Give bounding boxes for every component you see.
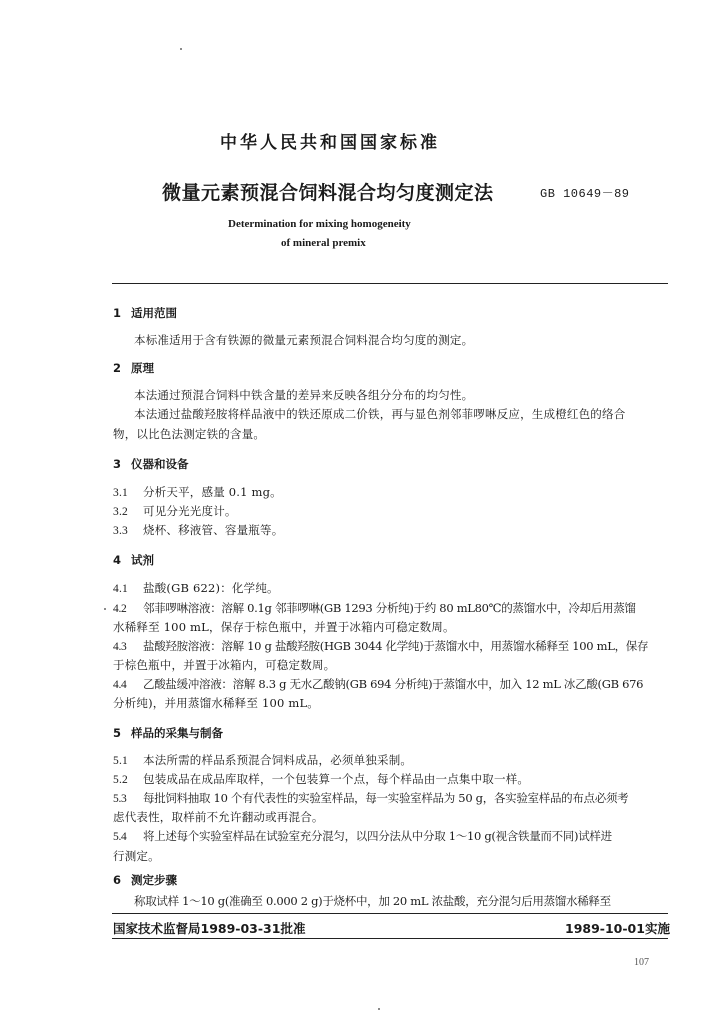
approval-date: 国家技术监督局1989-03-31批准: [113, 921, 306, 936]
clause-text: 盐酸羟胺溶液：溶解 10 g 盐酸羟胺(HGB 3044 化学纯)于蒸馏水中，用蒸馏水稀释至 100 mL，保存: [143, 639, 649, 653]
section-2-paragraph-2-cont: 物，以比色法测定铁的含量。: [113, 427, 266, 441]
section-number: 5: [113, 726, 122, 740]
clause-5-4: [113, 828, 612, 844]
clause-4-1: [113, 580, 279, 596]
footer-bottom-rule: [112, 938, 668, 939]
section-1-heading: [113, 305, 177, 321]
clause-5-3-cont: 虑代表性，取样前不允许翻动或再混合。: [113, 810, 324, 824]
clause-5-2: [113, 771, 529, 787]
header-divider: [112, 283, 668, 284]
footer-divider: [112, 913, 668, 914]
section-6-paragraph: 称取试样 1～10 g(准确至 0.000 2 g)于烧杯中，加 20 mL 浓盐酸，充分混匀后用蒸馏水稀释至: [134, 894, 611, 908]
section-title: 原理: [131, 361, 154, 375]
clause-4-2-cont: 水稀释至 100 mL，保存于棕色瓶中，并置于冰箱内可稳定数周。: [113, 620, 455, 634]
clause-number: 3.2: [113, 506, 128, 518]
clause-number: 4.1: [113, 583, 128, 595]
clause-5-1: [113, 752, 412, 768]
section-2-heading: [113, 360, 154, 376]
clause-number: 4.4: [113, 679, 127, 691]
clause-number: 5.2: [113, 774, 128, 786]
standard-name: 中华人民共和国国家标准: [220, 133, 440, 153]
clause-4-3: [113, 638, 648, 654]
section-1-paragraph: 本标准适用于含有铁源的微量元素预混合饲料混合均匀度的测定。: [134, 333, 474, 347]
section-2-paragraph-1: 本法通过预混合饲料中铁含量的差异来反映各组分分布的均匀性。: [134, 388, 474, 402]
clause-4-4-cont: 分析纯)，并用蒸馏水稀释至 100 mL。: [113, 696, 319, 710]
clause-text: 本法所需的样品系预混合饲料成品，必须单独采制。: [143, 753, 413, 767]
clause-number: 4.3: [113, 641, 127, 653]
clause-text: 乙酸盐缓冲溶液：溶解 8.3 g 无水乙酸钠(GB 694 分析纯)于蒸馏水中，加入 12 mL 冰乙酸(GB 676: [143, 677, 644, 691]
clause-text: 烧杯、移液管、容量瓶等。: [143, 523, 284, 537]
section-title: 样品的采集与制备: [131, 726, 223, 740]
section-3-heading: [113, 456, 189, 472]
section-number: 4: [113, 553, 122, 567]
section-2-paragraph-2: 本法通过盐酸羟胺将样品液中的铁还原成二价铁，再与显色剂邻菲啰啉反应，生成橙红色的络合: [134, 407, 626, 421]
clause-3-1: [113, 484, 282, 500]
page-number: 107: [634, 957, 649, 968]
clause-5-3: [113, 790, 628, 806]
clause-4-3-cont: 于棕色瓶中，并置于冰箱内，可稳定数周。: [113, 658, 336, 672]
clause-text: 将上述每个实验室样品在试验室充分混匀，以四分法从中分取 1～10 g(视含铁量而不同)试样进: [143, 829, 612, 843]
section-6-heading: [113, 872, 177, 888]
standard-code: GB 10649－89: [540, 187, 630, 201]
clause-text: 邻菲啰啉溶液：溶解 0.1g 邻菲啰啉(GB 1293 分析纯)于约 80 mL80℃的蒸馏水中，冷却后用蒸馏: [143, 601, 636, 615]
clause-number: 3.1: [113, 487, 128, 499]
section-title: 试剂: [131, 553, 154, 567]
section-4-heading: [113, 552, 154, 568]
clause-4-4: [113, 676, 643, 692]
section-title: 仪器和设备: [131, 457, 189, 471]
document-title: 微量元素预混合饲料混合均匀度测定法: [162, 182, 494, 204]
clause-number: 5.1: [113, 755, 128, 767]
clause-3-2: [113, 503, 237, 519]
english-title-line2: of mineral premix: [281, 237, 366, 249]
implementation-date: 1989-10-01实施: [565, 921, 670, 936]
section-title: 测定步骤: [131, 873, 177, 887]
clause-5-4-cont: 行测定。: [113, 849, 160, 863]
clause-4-2: [113, 600, 636, 616]
scan-speck: [104, 608, 106, 610]
section-number: 3: [113, 457, 122, 471]
clause-text: 每批饲料抽取 10 个有代表性的实验室样品，每一实验室样品为 50 g，各实验室样品的布点必须考: [143, 791, 629, 805]
english-title-line1: Determination for mixing homogeneity: [228, 218, 411, 230]
section-number: 6: [113, 873, 122, 887]
clause-number: 5.4: [113, 831, 127, 843]
clause-3-3: [113, 522, 283, 538]
clause-number: 5.3: [113, 793, 127, 805]
clause-text: 可见分光光度计。: [143, 504, 237, 518]
section-5-heading: [113, 725, 223, 741]
clause-number: 3.3: [113, 525, 128, 537]
section-number: 1: [113, 306, 122, 320]
section-title: 适用范围: [131, 306, 177, 320]
clause-text: 盐酸(GB 622)：化学纯。: [143, 581, 279, 595]
scan-speck: [378, 1008, 380, 1010]
clause-number: 4.2: [113, 603, 127, 615]
clause-text: 包装成品在成品库取样，一个包装算一个点，每个样品由一点集中取一样。: [143, 772, 530, 786]
clause-text: 分析天平，感量 0.1 mg。: [143, 485, 282, 499]
section-number: 2: [113, 361, 122, 375]
scan-speck: [180, 48, 182, 50]
